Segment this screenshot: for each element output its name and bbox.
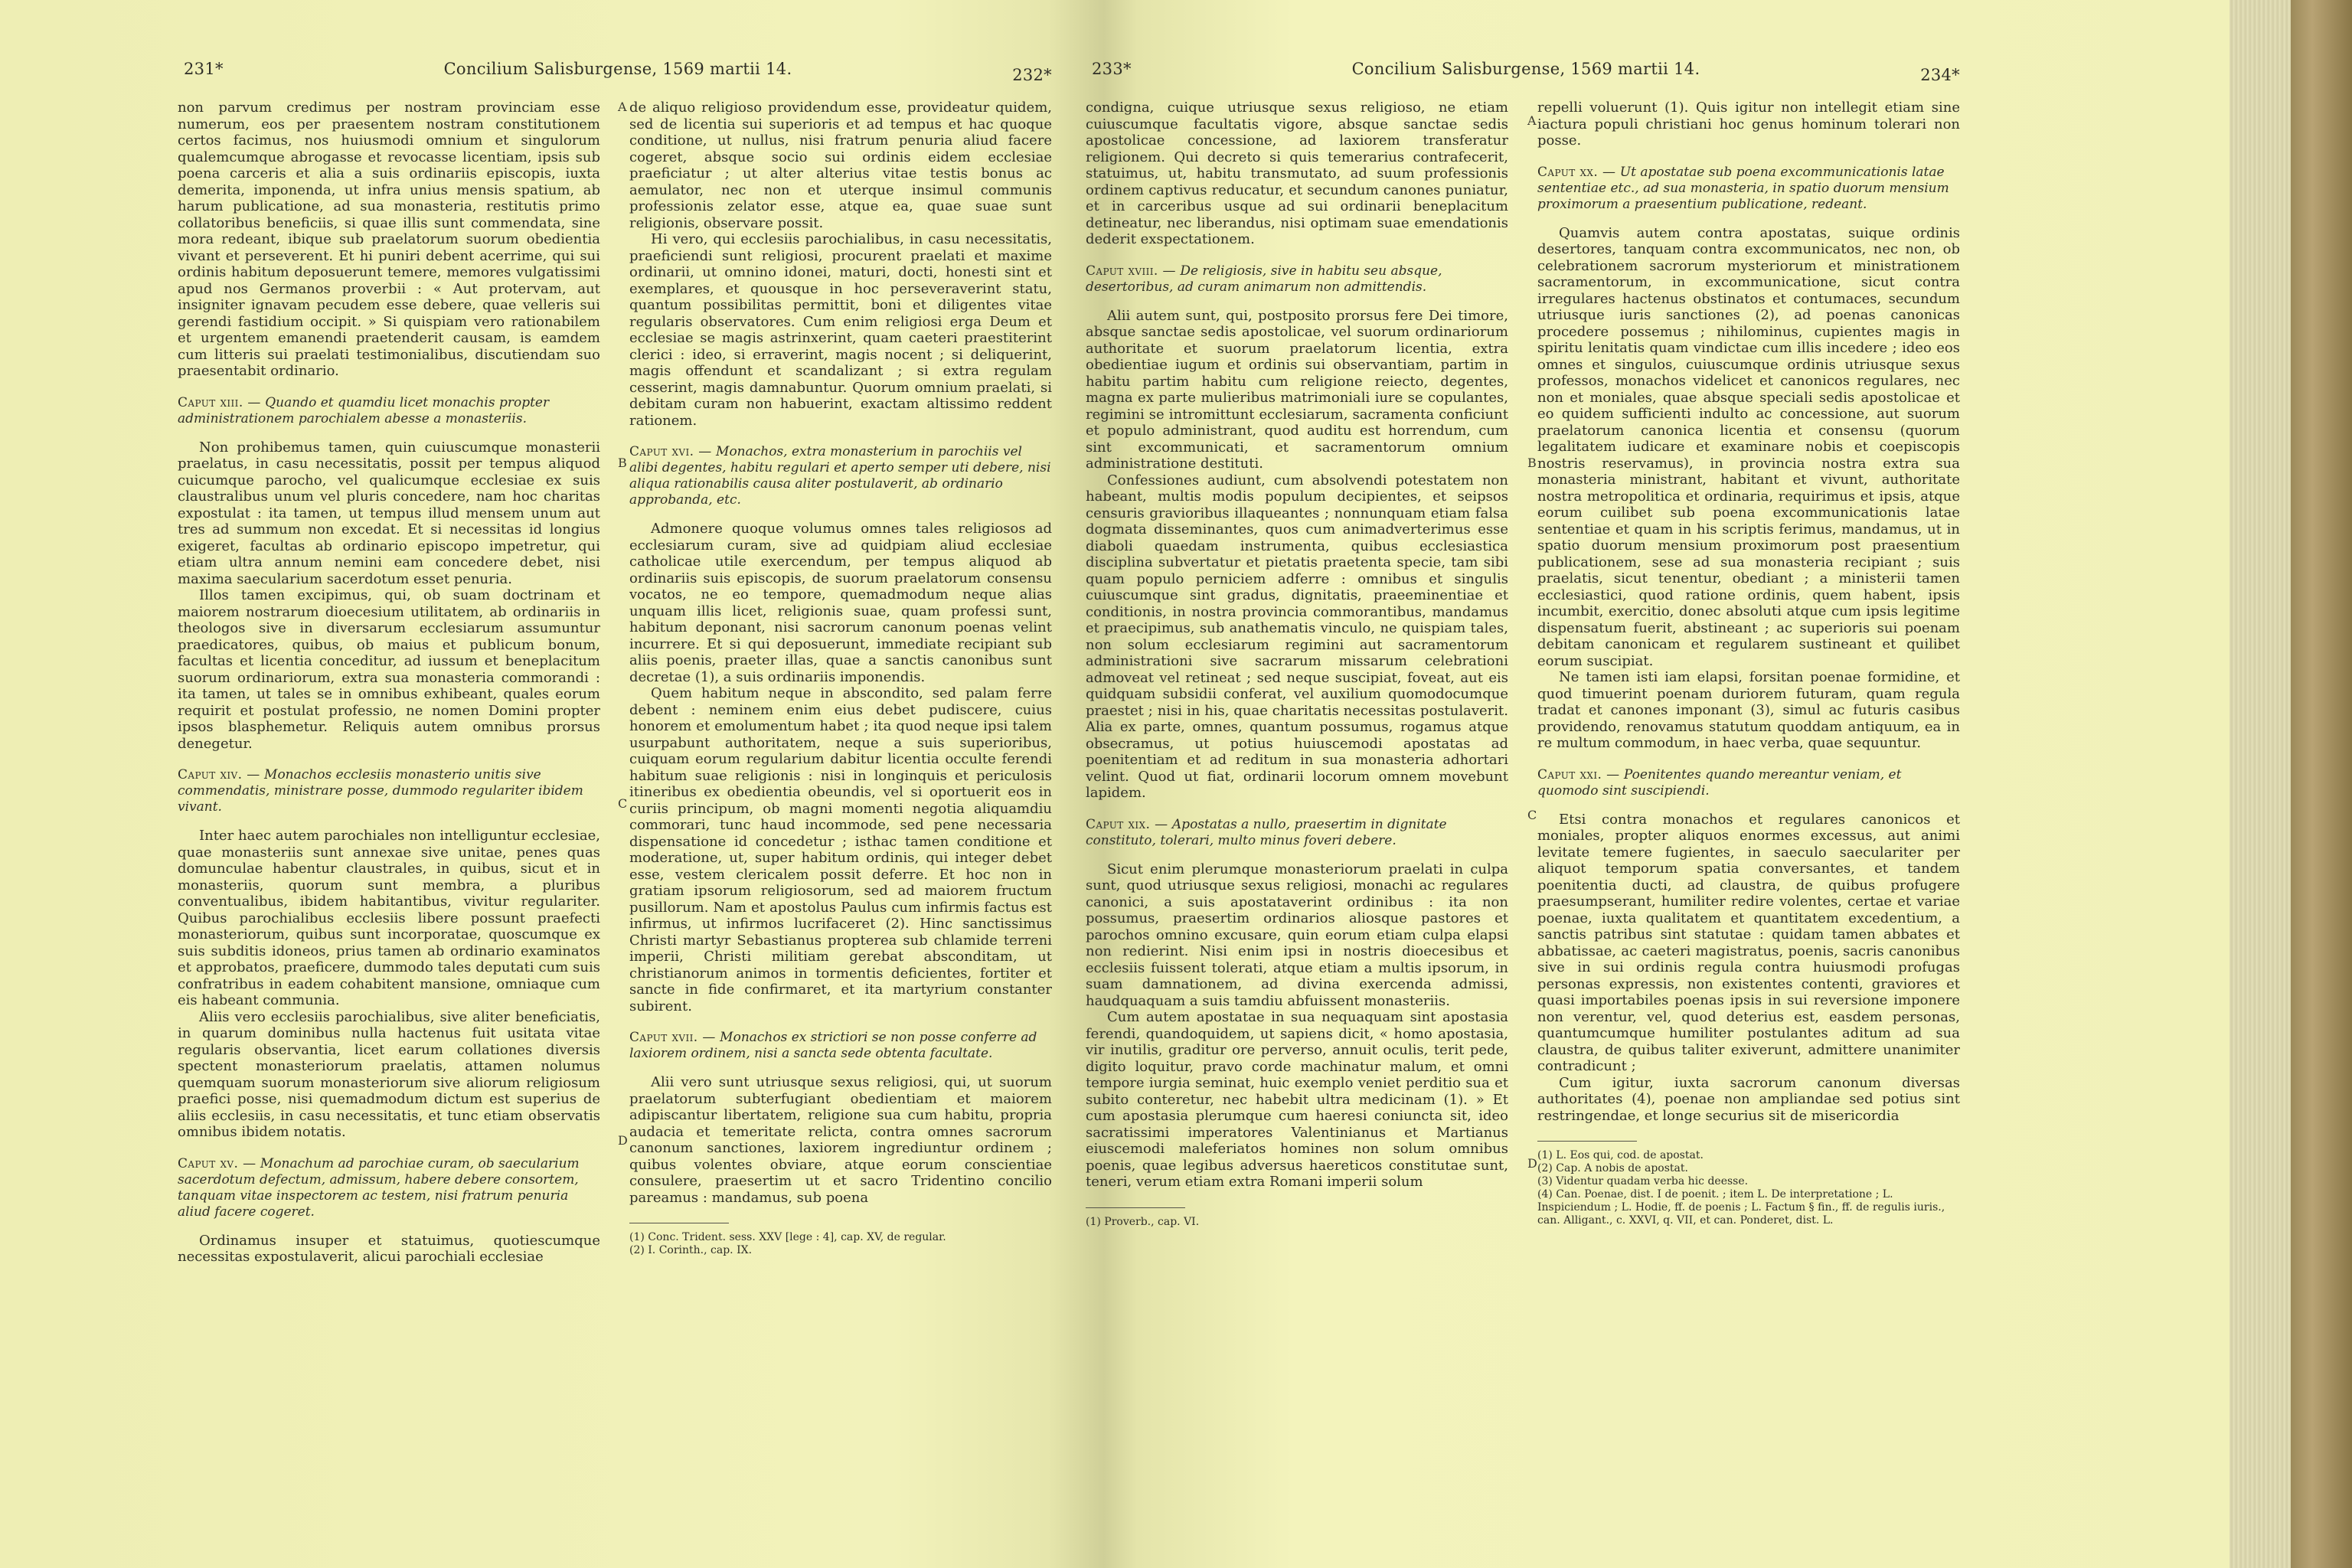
chapter-label: Caput xviii. — (1086, 263, 1176, 279)
chapter-heading (1086, 263, 1508, 296)
margin-letter: A (618, 100, 627, 114)
text-column (629, 100, 1052, 1478)
text-column (178, 100, 600, 1478)
chapter-label: Caput xxi. — (1537, 766, 1620, 782)
chapter-label: Caput xx. — (1537, 164, 1616, 180)
text-column (1086, 100, 1508, 1478)
margin-letter: B (618, 456, 627, 470)
footnote-rule (1086, 1207, 1185, 1208)
chapter-title: Ut apostatae sub poena excommunicationis latae sententiae etc., ad sua monasteria, in spatio duorum mensium proximorum a praesentium publicatione, redeant. (1537, 164, 1949, 212)
chapter-title: Monachos ecclesiis monasterio unitis sive commendatis, ministrare posse, dummodo regulariter ibidem vivant. (178, 767, 583, 815)
chapter-title: De religiosis, sive in habitu seu absque, desertoribus, ad curam animarum non admittendis. (1086, 263, 1442, 295)
running-title: Concilium Salisburgense, 1569 martii 14. (443, 60, 792, 78)
page-number: 233* (1092, 60, 1132, 78)
footnotes (1086, 1216, 1508, 1229)
running-title: Concilium Salisburgense, 1569 martii 14. (1351, 60, 1700, 78)
margin-letter: D (1527, 1156, 1537, 1171)
paragraph: Admonere quoque volumus omnes tales religiosos ad ecclesiarum curam, sive ad quidpiam aliud ecclesiae catholicae utile exercendum, per tempus aliquod ab ordinariis suis episcopis, de suorum praelatorum consensu vocatos, ne eo tempore, quemadmodum neque alias unquam illis licet, religionis suae, quam professi sunt, habitum deponant, nisi sacrorum canonum poenas velint incurrere. Et si qui deposuerunt, immediate recipiant sub aliis poenis, praeter illas, quae a sanctis canonibus sunt decretae (1), a suis ordinariis imponendis. (629, 521, 1052, 685)
footnote-rule (1537, 1141, 1637, 1142)
footnote: (1) Proverb., cap. VI. (1086, 1215, 1200, 1228)
footnote: (1) Conc. Trident. sess. XXV [lege : 4], cap. XV, de regular. (629, 1231, 946, 1243)
footnotes (1537, 1149, 1960, 1227)
chapter-heading (629, 444, 1052, 508)
margin-letter: C (1527, 808, 1537, 822)
paragraph: Quamvis autem contra apostatas, suique ordinis desertores, tanquam contra excommunicatos, nec non, ob celebrationem sacrorum mysteriorum et ministrationem sacramentorum, in excommunicatione, sicut contra irregulares hactenus obstinatos et contumaces, secundum utriusque iuris sanctiones (2), ad poenas canonicas procedere possemus ; nihilominus, cupientes magis in spiritu lenitatis quam vindictae cum illis incedere ; ideo eos omnes et singulos, cuiuscumque ordinis utriusque sexus professos, monachos videlicet et canonicos regulares, nec non et moniales, quae absque speciali sedis apostolicae et eo quidem sufficienti indulto ac concessione, aut suorum praelatorum canonica licentia et consensu (quorum legalitatem iudicare et examinare nobis et coepiscopis nostris reservamus), in provincia nostra extra sua monasteria ministrant, habitant et vivunt, authoritate nostra metropolitica et ordinaria, requirimus et ipsis, atque eorum cuilibet sub poena excommunicationis latae sententiae et quam in his scriptis ferimus, mandamus, ut in spatio duorum mensium proximorum post praesentium publicationem, sese ad sua monasteria recipiant ; suis praelatis, sicut tenentur, obediant ; a ministerii tamen ecclesiastici, quod ratione ordinis, quem habent, ipsis incumbit, exercitio, donec absoluti atque cum ipsis legitime dispensatum fuerit, abstineant ; ac superioris sui poenam debitam canonicam et regularem sustineant et quilibet eorum suscipiat. (1537, 224, 1960, 669)
chapter-heading (1086, 817, 1508, 849)
paragraph: Etsi contra monachos et regulares canonicos et moniales, propter aliquos enormes excessus, aut animi levitate temere fugientes, in saeculo saeculariter per aliquot temporum spatia conversantes, et tandem poenitentia ducti, ad claustra, de quibus profugere praesumpserant, humiliter redire volentes, certae et variae poenae, iuxta qualitatem et quantitatem excedentium, a sanctis patribus sint statutae : quidam tamen abbates et abbatissae, ac caeteri magistratus, poenis, sacris canonibus sive in sui ordinis regula contra huiusmodi profugas personas expressis, non existentes contenti, graviores et quasi importabiles poenas ipsis in sui reversione imponere non verentur, vel, quod deterius est, easdem personas, quantumcumque humiliter postulantes aditum ad sua claustra, de quibus taliter exiverunt, admittere unanimiter contradicunt ; (1537, 811, 1960, 1074)
paragraph: de aliquo religioso providendum esse, provideatur quidem, sed de licentia sui superioris et ad tempus et hac quoque conditione, ut nullus, nisi fratrum penuria aliud facere cogeret, absque socio sui ordinis eidem ecclesiae praeficiatur ; ut alter alterius vitae testis bonus ac aemulator, nec non et uterque insimul communis professionis zelator esse, atque ea, quae suae sunt religionis, observare possit. (629, 100, 1052, 231)
chapter-title: Monachum ad parochiae curam, ob saecularium sacerdotum defectum, admissum, habere debere consortem, tanquam vitae inspectorem ac testem, nisi fratrum penuria aliud facere cogeret. (178, 1155, 580, 1220)
chapter-title: Apostatas a nullo, praesertim in dignitate constituto, tolerari, multo minus foveri debere. (1086, 816, 1447, 848)
left-page (178, 46, 1058, 1531)
footnote: (4) Can. Poenae, dist. I de poenit. ; item L. De interpretatione ; L. Inspiciendum ; L. Hodie, ff. de poenis ; L. Factum § fin., ff. de regulis iuris., can. Alligant., c. XXVI, q. VII, et can. Ponderet, dist. L. (1537, 1188, 1945, 1227)
chapter-heading (178, 395, 600, 427)
margin-letter: B (1527, 456, 1537, 470)
chapter-heading (1537, 165, 1960, 213)
page-edges (2230, 0, 2291, 1568)
paragraph: Alii autem sunt, qui, postposito prorsus fere Dei timore, absque sanctae sedis apostolicae, vel suorum ordinariorum authoritate et suorum praelatorum licentia, extra obedientiae iugum et ordinis sui observantiam, partim in habitu partim habitu cum religione reiecto, degentes, magna ex parte mulieribus matrimoniali iure se copulantes, regimini se intromittunt ecclesiarum, sacramenta conficiunt et populo administrant, quod auditu est horrendum, cum sint excommunicati, et sacramentorum omnium administratione destituti. (1086, 307, 1508, 472)
page-number: 232* (1012, 66, 1052, 84)
paragraph: Alii vero sunt utriusque sexus religiosi, qui, ut suorum praelatorum subterfugiant obedientiam et maiorem adipiscantur libertatem, religione sua cum habitu, propria audacia et temeritate relicta, contra omnes sacrorum canonum sanctiones, laxiorem ingrediuntur ordinem ; quibus volentes obviare, atque eorum conscientiae consulere, praesertim ut et sacro Tridentino concilio pareamus : mandamus, sub poena (629, 1074, 1052, 1206)
paragraph: Illos tamen excipimus, qui, ob suam doctrinam et maiorem nostrarum dioecesium utilitatem, ab ordinariis in theologos sive in diversarum ecclesiarum assumuntur praedicatores, quibus, ob maius et publicum bonum, facultas et licentia conceditur, ad iussum et beneplacitum suorum ordinariorum, extra sua monasteria commorandi : ita tamen, ut tales se in omnibus exhibeant, quales eorum requirit et postulat professio, ne nomen Domini propter ipsos blasphemetur. Reliquis autem omnibus prorsus denegetur. (178, 587, 600, 752)
chapter-title: Poenitentes quando mereantur veniam, et quomodo sint suscipiendi. (1537, 766, 1902, 799)
book-cover (2291, 0, 2352, 1568)
chapter-heading (178, 1156, 600, 1220)
paragraph: Aliis vero ecclesiis parochialibus, sive aliter beneficiatis, in quarum dominibus nulla hactenus fuit usitata vitae regularis observantia, licet earum collationes diversis spectent monasteriorum praelatis, attamen nolumus quemquam suorum monasteriorum sive aliorum religiosum praefici posse, nisi quemadmodum dictum est superius de aliis ecclesiis, in casu necessitatis, et tunc etiam observatis omnibus ibidem notatis. (178, 1008, 600, 1140)
paragraph: condigna, cuique utriusque sexus religioso, ne etiam cuiuscumque facultatis vigore, absque sanctae sedis apostolicae concessione, ad laxiorem transferatur religionem. Qui decreto si quis temerarius contrafecerit, statuimus, ut, habitu transmutato, ad suum professionis ordinem captivus reducatur, et secundum canones puniatur, et in carceribus usque ad sui ordinarii beneplacitum detineatur, nec liberandus, nisi optimam suae emendationis dederit exspectationem. (1086, 100, 1508, 247)
footnote: (2) I. Corinth., cap. IX. (629, 1244, 753, 1256)
paragraph: Cum igitur, iuxta sacrorum canonum diversas authoritates (4), poenae non ampliandae sed potius sint restringendae, et longe securius sit de misericordia (1537, 1074, 1960, 1124)
right-page (1086, 46, 1966, 1531)
page-number: 231* (184, 60, 224, 78)
chapter-label: Caput xvii. — (629, 1030, 716, 1045)
paragraph: Inter haec autem parochiales non intelliguntur ecclesiae, quae monasteriis sunt annexae sive unitae, penes quas domunculae habentur claustrales, in quibus, sicut et in monasteriis, quorum sunt membra, a pluribus conventualibus, ibidem habitantibus, vivitur regulariter. Quibus parochialibus ecclesiis libere possunt praefecti monasteriorum, quibus sunt incorporatae, quoscumque ex suis subditis idoneos, prius tamen ab ordinario examinatos et approbatos, praeficere, dummodo tales deputati cum suis confratribus in eadem cohabitent mansione, omniaque cum eis habeant communia. (178, 828, 600, 1008)
footnote: (1) L. Eos qui, cod. de apostat. (1537, 1149, 1704, 1161)
paragraph: Sicut enim plerumque monasteriorum praelati in culpa sunt, quod utriusque sexus religiosi, monachi ac regulares canonici, a suis apostataverint ordinibus : ita non possumus, praesertim ordinarios aliosque pastores et parochos omnino excusare, quin eorum etiam culpa elapsi non redierint. Nisi enim ipsi in nostris dioecesibus et ecclesiis fuissent tolerati, atque etiam a multis ipsorum, in suam damnationem, ad divina exercenda admissi, haudquaquam a suis tamdiu abfuissent monasteriis. (1086, 861, 1508, 1009)
page-number: 234* (1920, 66, 1960, 84)
paragraph: Ne tamen isti iam elapsi, forsitan poenae formidine, et quod timuerint poenam duriorem futuram, quam regula tradat et canones imponant (3), simul ac futuris casibus providendo, renovamus statutum quoddam antiquum, ea in re multum commodum, in haec verba, quae sequuntur. (1537, 669, 1960, 751)
running-header (1086, 46, 1966, 100)
text-column (1537, 100, 1960, 1478)
margin-letter: D (618, 1133, 628, 1148)
paragraph: Non prohibemus tamen, quin cuiuscumque monasterii praelatus, in casu necessitatis, possit per tempus aliquod cuicumque parocho, vel qualicumque ecclesiae ex suis claustralibus unum vel pluris concedere, nam hoc charitas expostulat : ita tamen, ut tempus illud mensem unum aut tres ad summum non excedat. Et si necessitas id longius exigeret, facultas ab ordinario episcopo impetretur, qui etiam ultra annum nemini eam concedere debet, nisi maxima saecularium sacerdotum esset penuria. (178, 439, 600, 587)
footnotes (629, 1231, 1052, 1257)
running-header (178, 46, 1058, 100)
chapter-heading (178, 767, 600, 815)
paragraph: repelli voluerunt (1). Quis igitur non intellegit etiam sine iactura populi christiani hoc genus hominum tolerari non posse. (1537, 100, 1960, 149)
paragraph: Confessiones audiunt, cum absolvendi potestatem non habeant, multis modis populum decipientes, et seipsos censuris gravioribus illaqueantes ; nonnunquam etiam falsa dogmata disseminantes, quos cum animadverterimus esse diaboli quaedam instrumenta, quibus ecclesiastica disciplina subvertatur et pietatis praetenta specie, tam sibi quam populo perniciem adferre : omnibus et singulis cuiuscumque sint gradus, dignitatis, praeeminentiae et conditionis, in nostra provincia commorantibus, mandamus et praecipimus, sub anathematis vinculo, ne quispiam tales, non solum ecclesiarum regimini aut sacramentorum administrationi sive sacrarum missarum celebrationi admoveat vel retineat ; sed neque suscipiat, foveat, aut eis quidquam subsidii conferat, vel auxilium quomodocumque praestet ; nisi in his, quae charitatis necessitas postulaverit. Alia ex parte, omnes, quantum possumus, rogamus atque obsecramus, ut potius huiuscemodi apostatas ad poenitentiam et ad reditum in sua monasteria adhortari velint. Quod ut fiat, ordinarii locorum omnem movebunt lapidem. (1086, 472, 1508, 801)
chapter-label: Caput xvi. — (629, 444, 712, 459)
chapter-title: Monachos ex strictiori se non posse conferre ad laxiorem ordinem, nisi a sancta sede obtenta facultate. (629, 1030, 1037, 1061)
chapter-title: Monachos, extra monasterium in parochiis vel alibi degentes, habitu regulari et aperto semper uti debere, nisi aliqua rationabilis causa aliter postulaverit, ab ordinario approbanda, etc. (629, 444, 1051, 508)
paragraph: non parvum credimus per nostram provinciam esse numerum, eos per praesentem nostram constitutionem certos facimus, nos huiusmodi omnium et singulorum qualemcumque abrogasse et revocasse licentiam, ipsis sub poena carceris et alia a suis ordinariis episcopis, iuxta demerita, imponenda, ut infra unius mensis spatium, ab harum publicatione, ad sua monasteria, restitutis primo collatoribus beneficiis, si quae illis sunt commendata, sine mora redeant, ibique sub praelatorum suorum obedientia vivant et perseverent. Et hi puniri debent acerrime, qui sui ordinis habitum deposuerunt temere, memores vulgatissimi apud nos Germanos proverbii : « Aut protervam, aut insigniter ignavam pecudem esse debere, quae velleris sui gerendi fastidium occipit. » Si quispiam vero rationabilem et urgentem emanendi praetenderit causam, is eamdem cum litteris sui praelati testimonialibus, discutiendam suo praesentabit ordinario. (178, 100, 600, 379)
chapter-label: Caput xiii. — (178, 394, 261, 410)
chapter-heading (1537, 767, 1960, 799)
footnote: (3) Videntur quadam verba hic deesse. (1537, 1175, 1749, 1187)
paragraph: Quem habitum neque in abscondito, sed palam ferre debent : neminem enim eius debet pudiscere, cuius honorem et emolumentum habet ; ita quod neque ipsi talem usurpabunt authoritatem, neque a suis superioribus, cuiquam eorum regularium dabitur licentia occulte ferendi habitum suae religionis : nisi in longinquis et periculosis itineribus ex obedientia obeundis, vel si oportuerit eos in curiis principum, ob magni momenti negotia aliquamdiu commorari, tunc haud incommode, sed pene necessaria dispensatione id concedetur ; isthac tamen conditione et moderatione, ut, super habitum ordinis, qui integer debet esse, vestem clericalem possit deferre. Et hoc non in gratiam ipsorum religiosorum, sed ad maiorem fructum pusillorum. Nam et apostolus Paulus cum infirmis factus est infirmus, ut infirmos lucrifaceret (2). Hinc sanctissimus Christi martyr Sebastianus propterea sub chlamide terreni imperii, Christi militiam gerebat absconditam, ut christianorum animos in tormentis deficientes, fortiter et sancte in fide confirmaret, et ita martyrium constanter subirent. (629, 685, 1052, 1014)
margin-letter: A (1527, 113, 1537, 128)
chapter-label: Caput xix. — (1086, 816, 1168, 832)
footnote: (2) Cap. A nobis de apostat. (1537, 1162, 1688, 1174)
margin-letter: C (618, 796, 628, 811)
paragraph: Hi vero, qui ecclesiis parochialibus, in casu necessitatis, praeficiendi sunt religiosi, procurent praelati et maxime ordinarii, ut omnino idonei, maturi, docti, honesti sint et exemplares, et quousque in hoc perseveraverint statu, quantum possibilitas permittit, boni et diligentes vitae regularis observatores. Cum enim religiosi erga Deum et ecclesiae se magis astrinxerint, quam caeteri praestiterint clerici : ideo, si erraverint, magis nocent ; si deliquerint, magis offendunt et scandalizant ; si extra regulam cesserint, magis damnabuntur. Quorum omnium praelati, si debitam curam non habuerint, exactam altissimo reddent rationem. (629, 231, 1052, 429)
paragraph: Ordinamus insuper et statuimus, quotiescumque necessitas expostulaverit, alicui parochiali ecclesiae (178, 1232, 600, 1265)
chapter-label: Caput xv. — (178, 1155, 256, 1171)
paragraph: Cum autem apostatae in sua nequaquam sint apostasia ferendi, quandoquidem, ut sapiens dicit, « homo apostasia, vir inutilis, graditur ore perverso, annuit oculis, terit pede, digito loquitur, pravo corde machinatur malum, et omni tempore iurgia seminat, huic exemplo veniet perditio sua et subito conteretur, nec habebit ultra medicinam (1). » Et cum apostasia plerumque cum haeresi coniuncta sit, ideo sacratissimi imperatores Valentinianus et Martianus eiuscemodi maleferiatos homines non solum omnibus poenis, quae legibus adversus haereticos constitutae sunt, teneri, verum etiam extra Romani imperii solum (1086, 1009, 1508, 1190)
chapter-heading (629, 1030, 1052, 1062)
chapter-title: Quando et quamdiu licet monachis propter administrationem parochialem abesse a monasteriis. (178, 394, 550, 426)
chapter-label: Caput xiv. — (178, 767, 260, 782)
